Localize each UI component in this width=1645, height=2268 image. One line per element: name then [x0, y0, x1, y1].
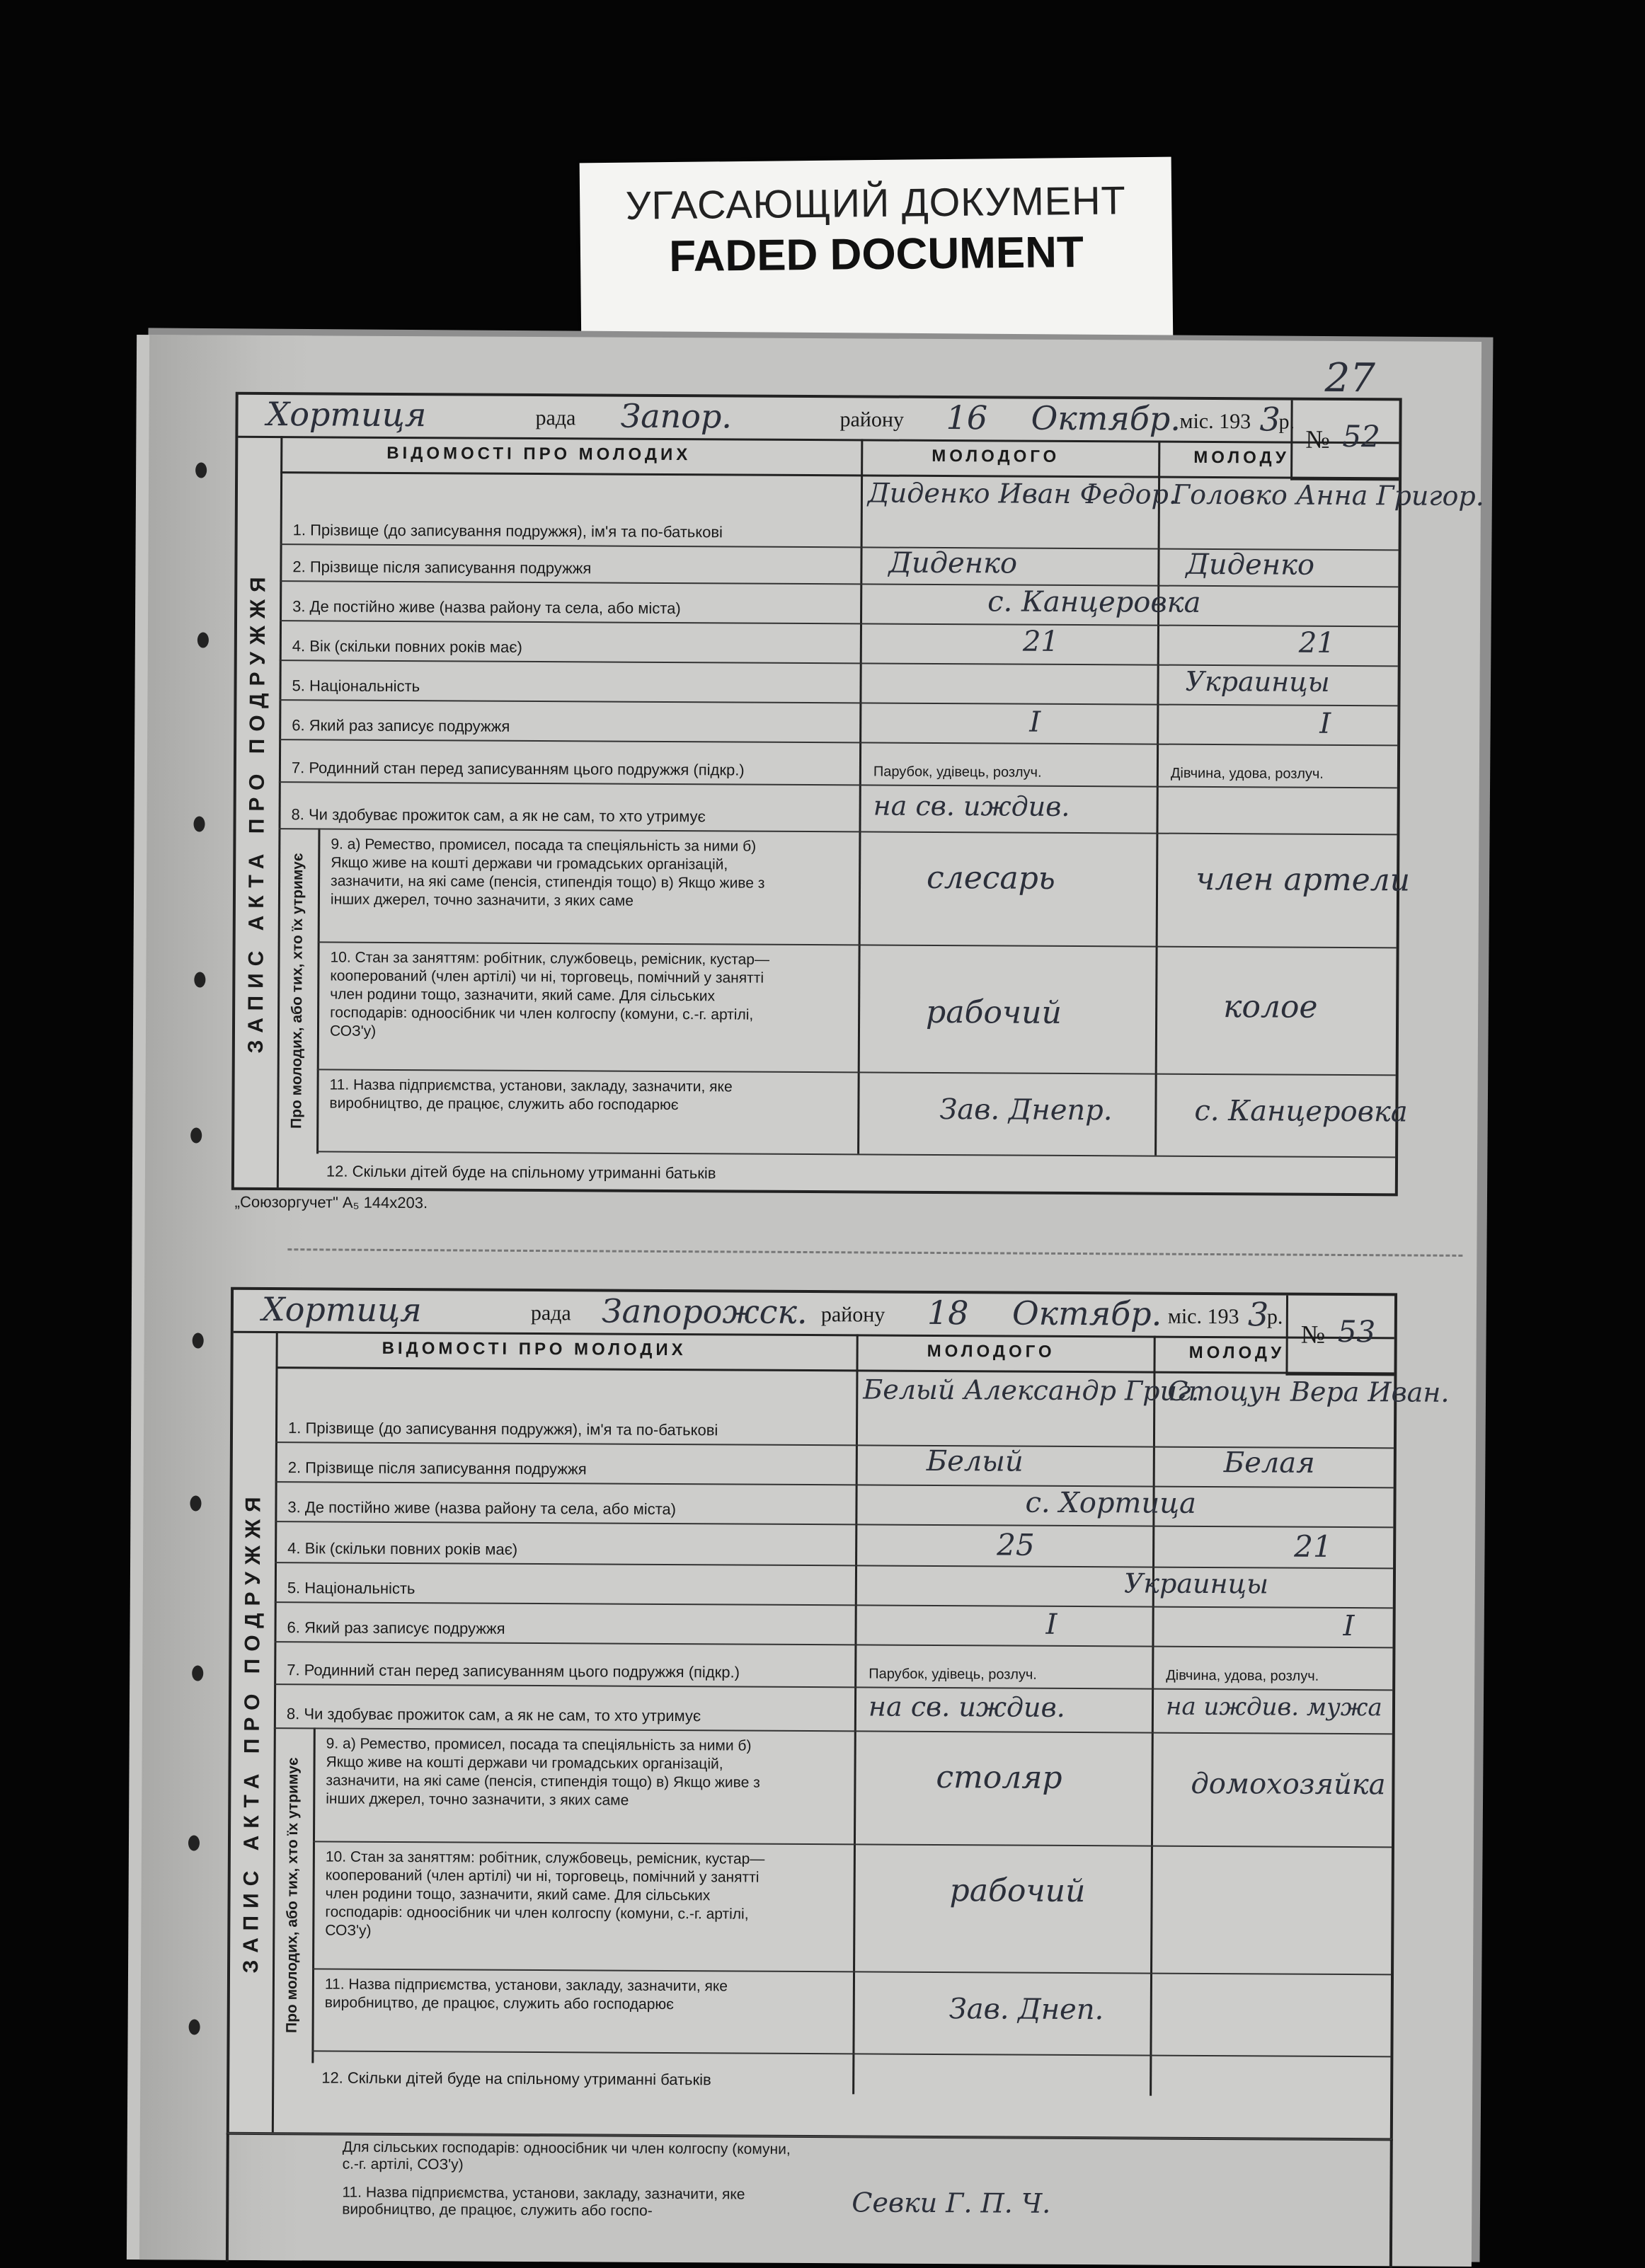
punch-hole [190, 1495, 201, 1511]
bride-status: колое [1223, 989, 1318, 1025]
bride-age: 21 [1298, 626, 1335, 660]
groom-times: I [1045, 1608, 1058, 1641]
form-footnote: „Союзоргучет" А₅ 144х203. [234, 1192, 428, 1212]
groom-workplace: Зав. Днепр. [939, 1093, 1113, 1127]
row-children: 12. Скільки дітей буде на спільному утриманні батьків [321, 2068, 711, 2089]
number-sign: № [1305, 425, 1330, 454]
bride-occupation: член артели [1195, 860, 1411, 899]
side-title: ЗАПИС АКТА ПРО ПОДРУЖЖЯ [234, 436, 283, 1187]
bride-name: Стоцун Вера Иван. [1167, 1375, 1450, 1408]
row-occupation: 9. а) Ремество, промисел, посада та спеціяльність за ними б) Якщо живе на коштi держави чи громадських організацій, зазначити, на які саме (пенсія, стипендія тощо) в) Якщо живе з інших джерел, точно зазначити, з яких саме слесарь член артели [318, 828, 1397, 948]
rayon-label: району [820, 1303, 885, 1327]
row-name: 1. Прізвище (до записування подружжя), ім'я та по-батькові Белый Александр Григ. Стоцун Вера Иван. [275, 1366, 1394, 1449]
row-new-surname: 2. Прізвище після записування подружжя Белый Белая [275, 1441, 1394, 1488]
residence: с. Канцеровка [987, 585, 1201, 619]
residence: с. Хортица [1025, 1486, 1197, 1520]
row-name: 1. Прізвище (до записування подружжя), ім'я та по-батькові Диденко Иван Федор. Головко Анна Григор. [280, 471, 1399, 551]
row-support: 8. Чи здобуває прожиток сам, а як не сам, то хто утримує на св. иждив. [278, 781, 1397, 835]
groom-status: рабочий [949, 1872, 1086, 1910]
record-month: Октябр. [1031, 398, 1181, 438]
record-year: 3 [1259, 400, 1280, 439]
number-sign: № [1300, 1320, 1326, 1349]
page-number: 27 [1324, 355, 1376, 402]
row-residence: 3. Де постійно живе (назва району та села, або міста) с. Хортица [275, 1481, 1393, 1528]
row-nationality: 5. Національність Украинцы [275, 1562, 1393, 1608]
record-day: 16 [946, 398, 988, 437]
groom-status: рабочий [926, 994, 1062, 1031]
row-children: 12. Скільки дітей буде на спільному утриманні батьків [326, 1162, 716, 1182]
record-year: 3 [1247, 1295, 1269, 1334]
row-support: 8. Чи здобуває прожиток сам, а як не сам, то хто утримує на св. иждив. на иждив. мужа [274, 1683, 1392, 1734]
label-english: FADED DOCUMENT [668, 227, 1084, 282]
row-workplace: 11. Назва підприємства, установи, закладу, зазначити, яке виробництво, де працює, служить або господарює Зав. Днепр. с. Канцеровка [316, 1069, 1396, 1158]
rada-label: рада [530, 1301, 571, 1325]
punch-hole [195, 462, 207, 478]
col-bride: МОЛОДУ [1188, 1342, 1285, 1363]
punch-hole [189, 2019, 200, 2034]
col-groom: МОЛОДОГО [932, 446, 1060, 466]
bride-times: I [1343, 1609, 1355, 1643]
bleed-handwriting: Севки Г. П. Ч. [852, 2187, 1051, 2219]
row-occupation: 9. а) Ремество, промисел, посада та спеціяльність за ними б) Якщо живе на коштi держави чи громадських організацій, зазначити, на які саме (пенсія, стипендія тощо) в) Якщо живе з інших джерел, точно зазначити, з яких саме столяр домохозяйка [313, 1727, 1392, 1848]
bride-occupation: домохозяйка [1191, 1767, 1386, 1802]
groom-workplace: Зав. Днеп. [948, 1993, 1104, 2027]
archive-page [127, 335, 1484, 2267]
bride-workplace: с. Канцеровка [1194, 1094, 1408, 1129]
cut-line [287, 1248, 1462, 1257]
side-title: ЗАПИС АКТА ПРО ПОДРУЖЖЯ [229, 1331, 278, 2132]
district-name: Запорожск. [601, 1291, 808, 1332]
groom-support: на св. иждив. [868, 1691, 1065, 1723]
record-number: 53 [1337, 1313, 1376, 1349]
bleed-line-1: Для сільських господарів: одноосібник чи член колгоспу (комуни, с.-г. артілі, СОЗ'у) [342, 2139, 791, 2173]
faded-document-label [580, 157, 1174, 351]
punch-hole [197, 632, 209, 647]
groom-age: 25 [997, 1527, 1035, 1562]
punch-hole [193, 816, 205, 831]
bride-marital-options: Дівчина, удова, розлуч. [1170, 765, 1324, 782]
year-suffix: р. [1278, 410, 1295, 434]
punch-hole [192, 1665, 203, 1681]
village-name: Хортиця [261, 1289, 422, 1330]
col-title: ВІДОМОСТІ ПРО МОЛОДИХ [386, 443, 692, 465]
village-name: Хортиця [266, 395, 427, 434]
row-age: 4. Вік (скільки повних років має) 21 21 [280, 620, 1398, 667]
groom-age: 21 [1022, 625, 1059, 658]
rada-label: рада [535, 405, 576, 430]
side-subtitle: Про молодих, або тих, хто їх утримує [272, 1727, 315, 2063]
punch-hole [188, 1835, 200, 1850]
record-month: Октябр. [1011, 1294, 1162, 1333]
bride-new-surname: Белая [1223, 1446, 1315, 1480]
bride-age: 21 [1294, 1529, 1332, 1564]
row-nationality: 5. Національність Украинцы [279, 660, 1397, 706]
bleed-line-2: 11. Назва підприємства, установи, закладу, зазначити, яке виробництво, де працює, служить або госпо- [342, 2184, 745, 2219]
bride-marital-options: Дівчина, удова, розлуч. [1166, 1667, 1319, 1684]
row-marital: 7. Родинний стан перед записуванням цього подружжя (підкр.) Парубок, удівець, розлуч. Дівчина, удова, розлуч. [279, 739, 1397, 788]
row-workplace: 11. Назва підприємства, установи, закладу, зазначити, яке виробництво, де працює, служить або господарює Зав. Днеп. [311, 1968, 1391, 2057]
record-day: 18 [927, 1293, 969, 1332]
punch-hole [190, 1127, 202, 1143]
nationality: Украинцы [1123, 1567, 1269, 1600]
row-times: 6. Який раз записує подружжя I I [279, 699, 1397, 746]
label-russian: УГАСАЮЩИЙ ДОКУМЕНТ [625, 178, 1127, 228]
groom-occupation: слесарь [926, 859, 1055, 897]
row-residence: 3. Де постійно живе (назва району та села, або міста) с. Канцеровка [280, 580, 1398, 627]
year-suffix: р. [1266, 1305, 1283, 1329]
punch-hole [193, 1332, 204, 1348]
district-name: Запор. [620, 396, 733, 436]
groom-name: Белый Александр Григ. [863, 1374, 1200, 1407]
row-status: 10. Стан за заняттям: робітник, службовець, ремісник, кустар—кооперований (член артілі) чи ні, торговець, помічний у занятті член родини тощо, зазначити, який саме. Для сільських господарів: одноосібник чи член колгоспу (комуни, с.-г. артілі, СОЗ'у) рабочий [312, 1841, 1392, 1975]
rayon-label: району [839, 408, 905, 432]
marriage-record-1 [231, 392, 1484, 1197]
groom-support: на св. иждив. [873, 790, 1070, 822]
row-status: 10. Стан за заняттям: робітник, службовець, ремісник, кустар—кооперований (член артілі) чи ні, торговець, помічний у занятті член родини тощо, зазначити, який саме. Для сільських господарів: одноосібник чи член колгоспу (комуни, с.-г. артілі, СОЗ'у) рабочий колое [317, 941, 1397, 1076]
row-new-surname: 2. Прізвище після записування подружжя Диденко Диденко [280, 543, 1398, 587]
groom-times: I [1029, 706, 1041, 739]
bride-support: на иждив. мужа [1165, 1692, 1382, 1722]
groom-new-surname: Белый [926, 1444, 1024, 1478]
groom-new-surname: Диденко [888, 546, 1018, 580]
bride-times: I [1319, 707, 1331, 740]
row-age: 4. Вік (скільки повних років має) 25 21 [275, 1521, 1393, 1569]
marriage-record-2 [227, 1287, 1450, 2141]
bride-name: Головко Анна Григор. [1171, 478, 1484, 512]
col-groom: МОЛОДОГО [927, 1341, 1055, 1362]
record-number: 52 [1342, 418, 1380, 454]
month-label: міс. 193 [1167, 1304, 1239, 1329]
underlying-page-bleed [226, 2133, 1393, 2268]
row-times: 6. Який раз записує подружжя I I [274, 1601, 1392, 1648]
groom-name: Диденко Иван Федор. [867, 477, 1178, 510]
row-marital: 7. Родинний стан перед записуванням цього подружжя (підкр.) Парубок, удівець, розлуч. Дівчина, удова, розлуч. [274, 1641, 1392, 1691]
groom-marital-options: Парубок, удівець, розлуч. [869, 1666, 1037, 1683]
col-bride: МОЛОДУ [1193, 447, 1290, 468]
bride-new-surname: Диденко [1186, 548, 1315, 582]
groom-marital-options: Парубок, удівець, розлуч. [873, 764, 1042, 781]
col-title: ВІДОМОСТІ ПРО МОЛОДИХ [382, 1338, 687, 1360]
nationality: Украинцы [1185, 665, 1330, 698]
punch-hole [194, 972, 205, 987]
side-subtitle: Про молодих, або тих, хто їх утримує [277, 828, 320, 1153]
month-label: міс. 193 [1179, 409, 1251, 434]
groom-occupation: столяр [936, 1758, 1062, 1796]
